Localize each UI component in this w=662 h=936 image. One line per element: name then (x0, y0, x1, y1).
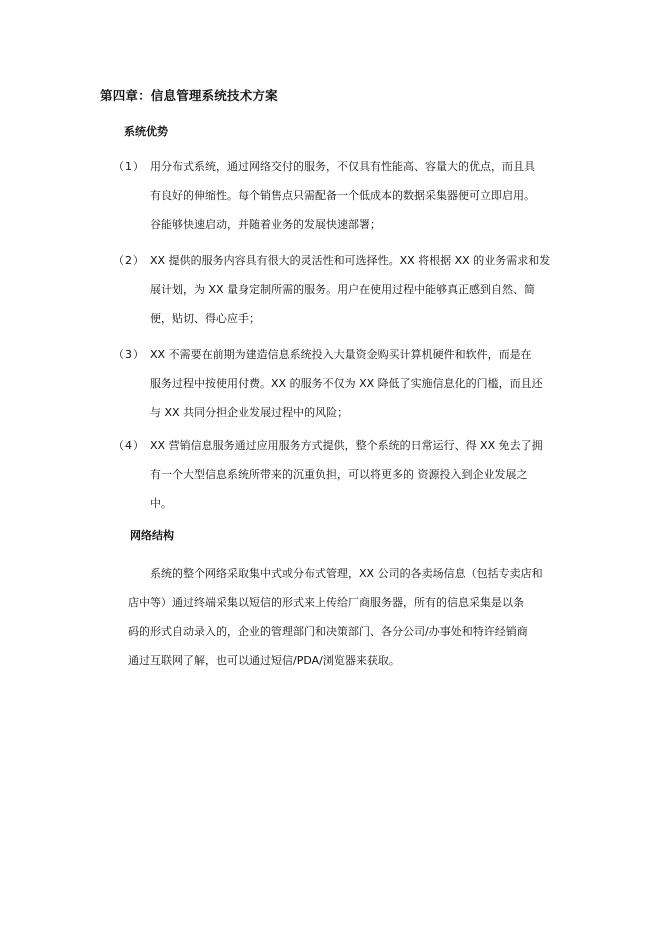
item-text-line: 有一个大型信息系统所带来的沉重负担，可以将更多的 资源投入到企业发展之 (150, 468, 528, 481)
item-text-line: 与 XX 共同分担企业发展过程中的风险； (150, 406, 349, 419)
paragraph-line: 店中等）通过终端采集以短信的形式来上传给厂商服务器，所有的信息采集是以条 (128, 596, 524, 609)
item-text-line: 有良好的伸缩性。每个销售点只需配备一个低成本的数据采集器便可立即启用。 (150, 189, 535, 202)
paragraph-line: 码的形式自动录入的，企业的管理部门和决策部门、各分公司/办事处和特许经销商 (128, 625, 528, 638)
item-text-line: 用分布式系统，通过网络交付的服务，不仅具有性能高、容量大的优点，而且具 (150, 160, 535, 173)
item-text-line: 服务过程中按使用付费。XX 的服务不仅为 XX 降低了实施信息化的门槛，而且还 (150, 377, 543, 390)
item-number: （2） (113, 254, 145, 267)
item-text-line: XX 不需要在前期为建造信息系统投入大量资金购买计算机硬件和软件，而是在 (150, 348, 532, 361)
chapter-title: 第四章：信息管理系统技术方案 (100, 88, 278, 103)
section-title-advantages: 系统优势 (124, 125, 168, 138)
paragraph-line: 系统的整个网络采取集中式或分布式管理，XX 公司的各卖场信息（包括专卖店和 (150, 567, 543, 580)
paragraph-line: 通过互联网了解，也可以通过短信/PDA/浏览器来获取。 (128, 654, 400, 667)
item-text-line: XX 营销信息服务通过应用服务方式提供，整个系统的日常运行、得 XX 免去了拥 (150, 439, 543, 452)
item-text-line: 中。 (150, 497, 172, 510)
item-number: （4） (113, 439, 145, 452)
item-text-line: 谷能够快速启动，并随着业务的发展快速部署； (150, 218, 381, 231)
item-text-line: 展计划，为 XX 量身定制所需的服务。用户在使用过程中能够真正感到自然、简 (150, 283, 536, 296)
item-number: （1） (113, 160, 145, 173)
item-number: （3） (113, 348, 145, 361)
item-text-line: XX 提供的服务内容具有很大的灵活性和可选择性。XX 将根据 XX 的业务需求和发 (150, 254, 551, 267)
item-text-line: 便，贴切、得心应手； (150, 312, 260, 325)
section-title-network: 网络结构 (130, 529, 174, 542)
